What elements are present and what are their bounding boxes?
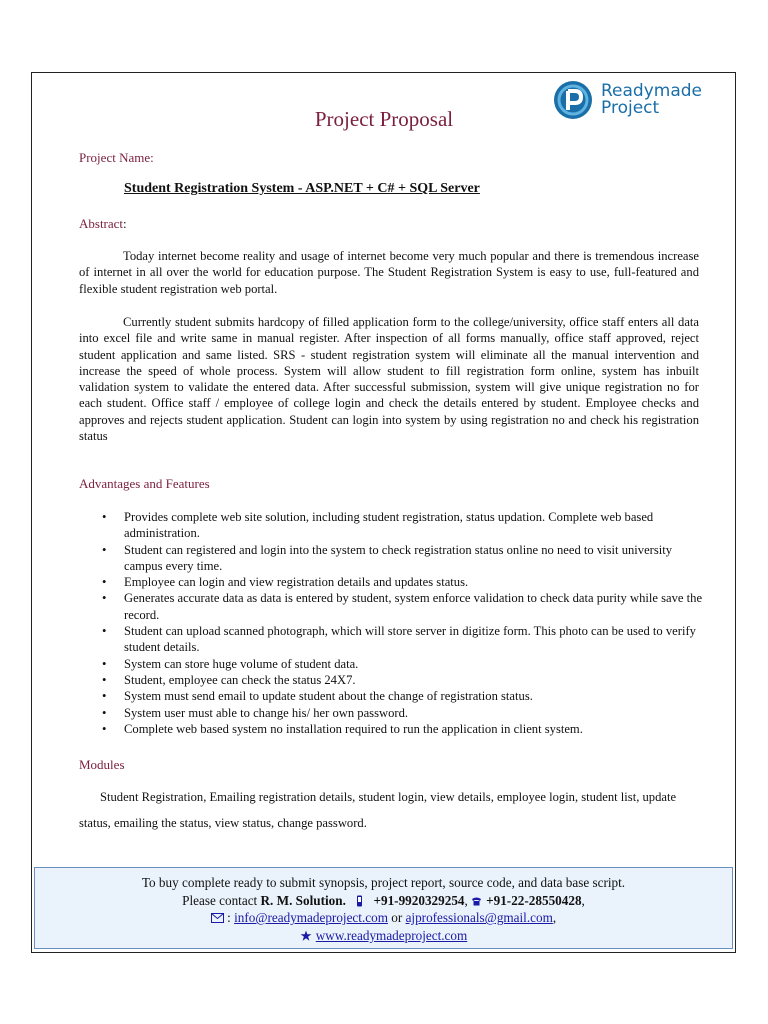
email-prefix: : [223, 910, 235, 926]
list-item: • System user must able to change his/ her own password. [99, 705, 709, 721]
footer-line-3 [35, 909, 732, 927]
project-name-heading: Project Name: [79, 150, 154, 165]
list-item: • Student can upload scanned photograph, which will store server in digitize form. This photo can be used to verify student details. [99, 623, 709, 656]
features-heading: Advantages and Features [79, 476, 210, 491]
list-item: • System can store huge volume of student data. [99, 656, 709, 672]
footer-line-2: Please contact R. M. Solution. +91-9920329254, +91-22-28550428, [182, 892, 585, 908]
abstract-heading [79, 216, 127, 232]
abstract-paragraph-1-text: Today internet become reality and usage of internet become very much popular and there is tremendous increase of internet in all over the world for education purpose. The Student Registration System is easy to use, full-featured and flexible student registration web portal. [79, 249, 699, 296]
email-comma: , [552, 910, 557, 926]
footer-line-4 [35, 927, 732, 945]
logo-line-1: Readymade [601, 81, 703, 101]
logo-line-2: Project [601, 98, 660, 118]
abstract-paragraph-2-text: Currently student submits hardcopy of filled application form to the college/university, office staff enters all data into excel file and write same in manual register. After inspection of all forms manually, office staff approved, reject student application and same listed. SRS - student registration system will eliminate all the manual intervention and increase the speed of whole process. System will allow student to fill registration form online, system has inbuilt validation system to validate the entered data. After successful submission, system will give unique registration no for each student. Office staff / employee of college login and check the details entered by student. Employee checks and approves and rejects student application. Student can login into system by using registration no and check his registration status [79, 315, 699, 444]
email-separator: or [387, 910, 406, 926]
website-link[interactable]: www.readymadeproject.com [315, 927, 468, 943]
email-link-info[interactable]: info@readymadeproject.com [234, 910, 388, 926]
abstract-paragraph-2 [79, 314, 699, 444]
page-title: Project Proposal [314, 107, 454, 131]
footer-line-1: To buy complete ready to submit synopsis, project report, source code, and data base script. [141, 875, 626, 890]
landline-comma: , [581, 892, 585, 908]
list-item: • Student can registered and login into the system to check registration status online no need to visit university campus every time. [99, 542, 709, 575]
list-item: • Student, employee can check the status 24X7. [99, 672, 709, 688]
mobile-phone-icon [355, 895, 364, 907]
abstract-heading-colon: : [123, 216, 127, 231]
list-item: • Generates accurate data as data is entered by student, system enforce validation to check data purity while save the record. [99, 590, 709, 623]
modules-text: Student Registration, Emailing registration details, student login, view details, employee login, student list, update status, emailing the status, view status, change password. [79, 790, 677, 830]
landline-number: +91-22-28550428 [486, 892, 582, 908]
project-name-value: Student Registration System - ASP.NET + C# + SQL Server [124, 181, 480, 196]
mobile-number: +91-9920329254 [373, 892, 465, 908]
list-item: • System must send email to update student about the change of registration status. [99, 688, 709, 704]
abstract-heading-text: Abstract [79, 216, 124, 231]
abstract-paragraph-1 [79, 248, 699, 297]
modules-heading: Modules [79, 757, 125, 772]
email-link-ajprofessionals[interactable]: ajprofessionals@gmail.com [405, 910, 553, 926]
list-item: • Employee can login and view registration details and updates status. [99, 574, 709, 590]
features-list [99, 509, 709, 737]
globe-icon [300, 930, 312, 942]
list-item: • Complete web based system no installation required to run the application in client system. [99, 721, 709, 737]
company-name: R. M. Solution. [260, 892, 346, 908]
contact-prefix: Please contact [182, 892, 261, 908]
envelope-icon [211, 913, 224, 923]
contact-footer [34, 867, 733, 949]
list-item: • Provides complete web site solution, including student registration, status updation. Complete web based administration. [99, 509, 709, 542]
telephone-icon [471, 896, 482, 906]
